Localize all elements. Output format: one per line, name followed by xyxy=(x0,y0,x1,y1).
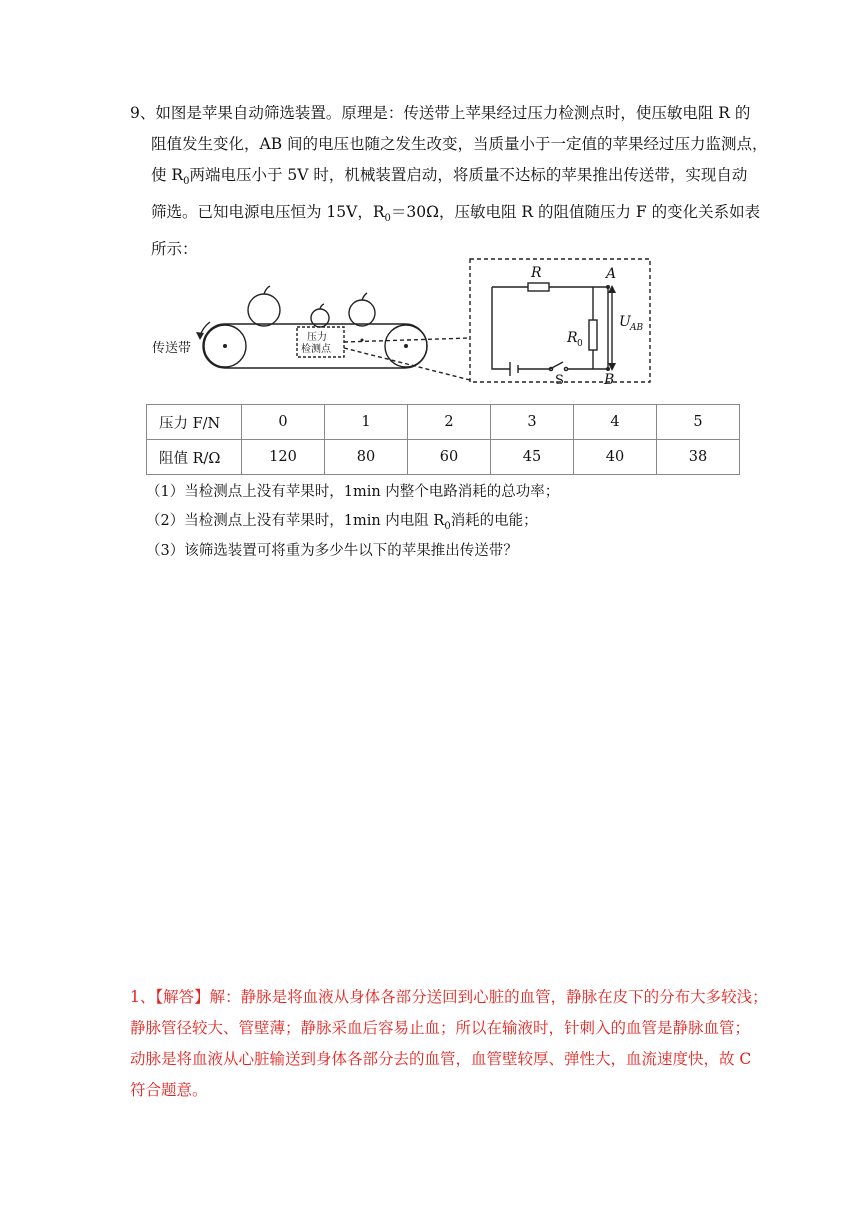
table-row xyxy=(147,440,740,475)
apple-medium xyxy=(349,300,375,326)
table-cell: 3 xyxy=(491,405,574,440)
question-line-2: 阻值发生变化，AB 间的电压也随之发生改变，当质量小于一定值的苹果经过压力监测点， xyxy=(151,135,768,153)
table-row xyxy=(147,405,740,440)
subquestion-3: （3）该筛选装置可将重为多少牛以下的苹果推出传送带？ xyxy=(146,543,518,559)
table-cell: 120 xyxy=(242,440,325,475)
label-A: A xyxy=(606,266,617,282)
question-line-3: 使 $R_0$两端电压小于 5V 时，机械装置启动，将质量不达标的苹果推出传送带，实现自动 xyxy=(151,166,748,188)
circuit-wire xyxy=(492,287,608,369)
table-cell: 0 xyxy=(242,405,325,440)
table-header-force: 压力 F/N xyxy=(147,405,242,440)
resistor-R xyxy=(528,283,549,291)
answer-line-2: 静脉管径较大、管壁薄；静脉采血后容易止血；所以在输液时，针刺入的血管是静脉血管； xyxy=(130,1019,751,1037)
conveyor-label: 传送带 xyxy=(152,341,192,356)
question-line-1: 9、如图是苹果自动筛选装置。原理是：传送带上苹果经过压力检测点时，使压敏电阻 R 的 xyxy=(130,104,751,122)
label-R0: R xyxy=(567,330,578,346)
answer-line-1: 1、【解答】解：静脉是将血液从身体各部分送回到心脏的血管，静脉在皮下的分布大多较浅； xyxy=(130,988,768,1006)
table-cell: 60 xyxy=(408,440,491,475)
detection-label-2: 检测点 xyxy=(301,344,331,355)
label-R: R xyxy=(531,265,542,281)
question-line-5: 所示： xyxy=(151,240,198,259)
subquestion-1: （1）当检测点上没有苹果时，1min 内整个电路消耗的总功率； xyxy=(146,484,560,500)
table-cell: 4 xyxy=(574,405,657,440)
table-cell: 5 xyxy=(657,405,740,440)
table-cell: 80 xyxy=(325,440,408,475)
answer-line-3: 动脉是将血液从心脏输送到身体各部分去的血管，血管壁较厚、弹性大，血流速度快，故 C xyxy=(130,1050,752,1068)
label-U: U xyxy=(619,314,631,330)
resistor-R0 xyxy=(589,320,597,350)
apple-large xyxy=(248,294,280,326)
detection-label-1: 压力 xyxy=(307,332,327,343)
table-cell: 45 xyxy=(491,440,574,475)
label-B: B xyxy=(604,372,615,386)
table-header-resistance: 阻值 R/Ω xyxy=(147,440,242,475)
force-resistance-table xyxy=(146,404,740,475)
table-cell: 40 xyxy=(574,440,657,475)
table-cell: 1 xyxy=(325,405,408,440)
question-line-4: 筛选。已知电源电压恒为 15V，$R_0=30\Omega$，压敏电阻 R 的阻值随压力 F 的变化关系如表 xyxy=(151,203,761,225)
answer-line-4: 符合题意。 xyxy=(130,1081,208,1099)
label-R0-sub: 0 xyxy=(577,339,583,349)
answer-text xyxy=(130,982,768,1106)
table-cell: 2 xyxy=(408,405,491,440)
label-U-sub: AB xyxy=(630,323,644,333)
apple-sorting-figure xyxy=(130,256,730,386)
table-cell: 38 xyxy=(657,440,740,475)
label-S: S xyxy=(555,373,564,386)
question-text xyxy=(130,98,768,265)
battery xyxy=(510,362,518,376)
subquestion-2: （2）当检测点上没有苹果时，1min 内电阻 $R_0$消耗的电能； xyxy=(146,513,538,532)
